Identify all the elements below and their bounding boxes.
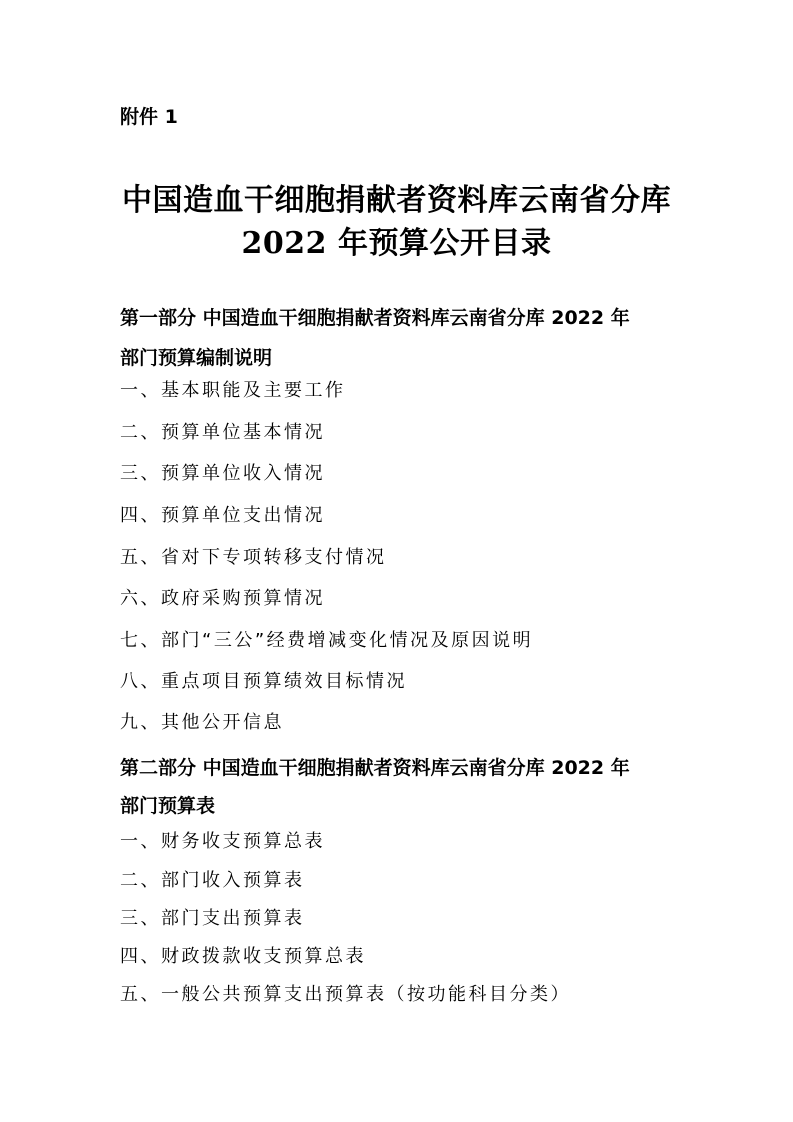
part-2-item: 一、财务收支预算总表 <box>120 831 325 852</box>
part-1-heading-line-1: 第一部分 中国造血干细胞捐献者资料库云南省分库 2022 年 <box>120 307 630 329</box>
part-1-item: 五、省对下专项转移支付情况 <box>120 547 387 568</box>
part-2-item: 四、财政拨款收支预算总表 <box>120 946 366 967</box>
attachment-label: 附件 1 <box>120 106 178 128</box>
part-1-item: 九、其他公开信息 <box>120 712 284 733</box>
document-title-line-1: 中国造血干细胞捐献者资料库云南省分库 <box>122 183 671 218</box>
part-1-item: 二、预算单位基本情况 <box>120 422 325 443</box>
part-2-item: 三、部门支出预算表 <box>120 908 305 929</box>
document-title-line-2: 2022 年预算公开目录 <box>241 226 552 261</box>
part-2-heading-line-2: 部门预算表 <box>120 795 216 817</box>
part-1-item: 七、部门“三公”经费增减变化情况及原因说明 <box>120 630 534 651</box>
part-1-item: 一、基本职能及主要工作 <box>120 380 346 401</box>
part-2-item: 五、一般公共预算支出预算表（按功能科目分类） <box>120 984 571 1005</box>
part-1-item: 四、预算单位支出情况 <box>120 505 325 526</box>
part-1-item: 八、重点项目预算绩效目标情况 <box>120 671 407 692</box>
part-2-heading-line-1: 第二部分 中国造血干细胞捐献者资料库云南省分库 2022 年 <box>120 757 630 779</box>
part-1-item: 六、政府采购预算情况 <box>120 588 325 609</box>
part-1-item: 三、预算单位收入情况 <box>120 463 325 484</box>
part-1-heading-line-2: 部门预算编制说明 <box>120 347 273 369</box>
part-2-item: 二、部门收入预算表 <box>120 870 305 891</box>
